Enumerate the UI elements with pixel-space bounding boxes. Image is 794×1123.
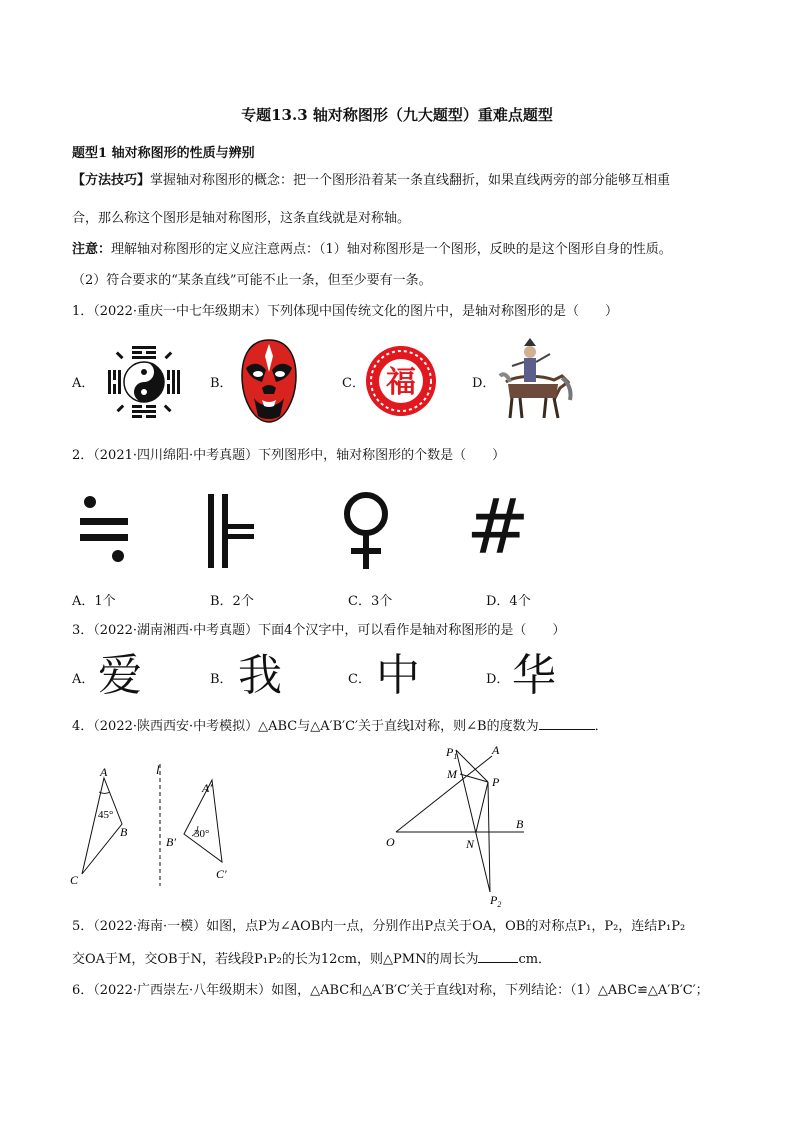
- q5-line-2: [72, 950, 551, 969]
- q3-char-ai: 爱: [98, 650, 142, 701]
- note-paragraph-2: （2）符合要求的“某条直线”可能不止一条，但至少要有一条。: [72, 273, 432, 288]
- note-label: 注意：: [72, 242, 112, 257]
- fig4-label-a-prime: A′: [202, 781, 212, 795]
- q5-angle-reflection-figure: [384, 740, 534, 910]
- fig4-label-l: l: [156, 762, 160, 777]
- note-paragraph-1: [72, 241, 672, 259]
- fu-papercut-image: [364, 344, 438, 418]
- q3-option-b-label: B．: [210, 672, 233, 687]
- fig4-angle-30: 30°: [194, 828, 210, 840]
- fig4-label-b-prime: B′: [166, 835, 176, 849]
- fig5-label-p1: $P_1$: [446, 745, 458, 761]
- yin-yang-bagua-image: [102, 340, 186, 424]
- method-text-1: 掌握轴对称图形的概念：把一个图形沿着某一条直线翻折，如果直线两旁的部分能够互相重: [150, 173, 671, 188]
- q3-char-wo: 我: [238, 650, 282, 701]
- fig4-label-a: A: [100, 765, 108, 779]
- approx-equal-dots-symbol: [78, 490, 130, 572]
- q6-line-1: 6．（2022·广西崇左·八年级期末）如图，△ABC和△A′B′C′关于直线l对称，下列结论：（1）△ABC≌△A′B′C′；: [72, 983, 709, 998]
- q4-stem-end: ．: [594, 719, 608, 734]
- q1-option-a-label: A．: [72, 376, 95, 391]
- q3-option-c-label: C．: [348, 672, 371, 687]
- fig5-label-n: N: [466, 837, 475, 851]
- fig5-label-m: M: [447, 767, 457, 781]
- method-paragraph-1: [72, 172, 670, 190]
- q1-option-b-label: B．: [210, 376, 233, 391]
- q1-stem: 1．（2022·重庆一中七年级期末）下列体现中国传统文化的图片中，是轴对称图形的是（ ）: [72, 304, 618, 319]
- fig5-label-p2: $P_2$: [490, 893, 502, 909]
- q2-option-a: A．1个: [72, 594, 116, 609]
- q1-option-d-label: D．: [472, 376, 496, 391]
- fig5-label-a: A: [492, 743, 500, 757]
- fig4-label-c-prime: C′: [216, 867, 227, 881]
- q2-option-b: B．2个: [210, 594, 254, 609]
- q5-line-2-text: 交OA于M，交OB于N，若线段P₁P₂的长为12cm，则△PMN的周长为: [72, 952, 479, 967]
- method-label: 【方法技巧】: [72, 173, 151, 188]
- opera-mask-image: [238, 338, 300, 424]
- q3-stem: 3．（2022·湖南湘西·中考真题）下面4个汉字中，可以看作是轴对称图形的是（ ）: [72, 623, 566, 638]
- q4-stem-text: 4．（2022·陕西西安·中考模拟）△ABC与△A′B′C′关于直线l对称，则∠B的度数为: [72, 719, 539, 734]
- fig4-angle-45: 45°: [98, 809, 114, 821]
- fig4-label-c: C: [70, 873, 79, 887]
- fig5-label-b: B: [516, 817, 524, 831]
- method-paragraph-2: 合，那么称这个图形是轴对称图形，这条直线就是对称轴。: [72, 211, 411, 226]
- fu-character: 福: [386, 365, 416, 400]
- q4-symmetric-triangles-figure: [66, 756, 256, 892]
- q3-option-a-label: A．: [72, 672, 95, 687]
- fig4-label-b: B: [120, 825, 128, 839]
- q5-line-2-end: cm．: [518, 952, 552, 967]
- q4-stem: [72, 717, 608, 736]
- hash-symbol: #: [466, 482, 530, 571]
- fig5-label-p: P: [492, 775, 500, 789]
- q4-answer-blank[interactable]: [539, 717, 595, 730]
- q2-stem: 2．（2021·四川绵阳·中考真题）下列图形中，轴对称图形的个数是（ ）: [72, 448, 506, 463]
- q5-answer-blank[interactable]: [478, 950, 518, 963]
- q3-option-d-label: D．: [486, 672, 510, 687]
- q5-line-1: 5．（2022·海南·一模）如图，点P为∠AOB内一点，分别作出P点关于OA，OB的对称点P₁，P₂，连结P₁P₂: [72, 919, 686, 934]
- section-heading: 题型1 轴对称图形的性质与辨别: [72, 146, 255, 161]
- fig5-label-o: O: [386, 835, 395, 849]
- venus-symbol: [340, 490, 392, 572]
- double-bar-symbol: [206, 490, 256, 572]
- q2-option-c: C．3个: [348, 594, 393, 609]
- q3-char-zhong: 中: [376, 650, 420, 701]
- q2-option-d: D．4个: [486, 594, 531, 609]
- q3-char-hua: 华: [512, 650, 556, 701]
- note-text-1: 理解轴对称图形的定义应注意两点：（1）轴对称图形是一个图形，反映的是这个图形自身的性质。: [111, 242, 672, 257]
- page-title: 专题13.3 轴对称图形（九大题型）重难点题型: [241, 106, 553, 124]
- shadow-puppet-rider-image: [498, 336, 574, 422]
- q1-option-c-label: C．: [342, 376, 365, 391]
